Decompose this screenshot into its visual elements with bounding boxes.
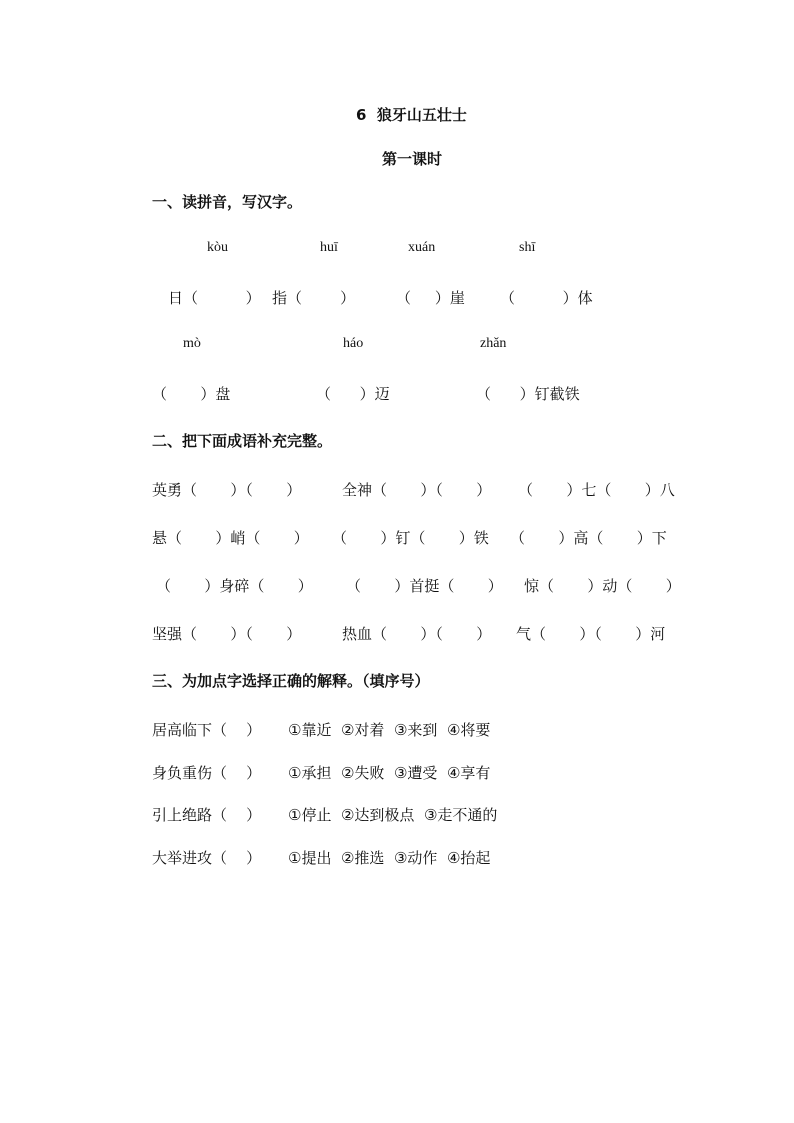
answer-blank: （ ）盘 <box>152 385 231 403</box>
section1-heading: 一、读拼音，写汉字。 <box>152 193 303 211</box>
idiom: 英勇（ ）（ ） <box>152 481 302 499</box>
idiom: 悬（ ）峭（ ） <box>152 529 309 547</box>
pinyin: mò <box>183 336 201 351</box>
idiom: 全神（ ）（ ） <box>342 481 492 499</box>
word-item: 大举进攻（ ） <box>152 849 262 867</box>
idiom: （ ）身碎（ ） <box>156 577 313 595</box>
word-options: ①提出 ②推选 ③动作 ④抬起 <box>288 849 491 867</box>
word-options: ①靠近 ②对着 ③来到 ④将要 <box>288 721 491 739</box>
idiom: 气（ ）（ ）河 <box>516 625 666 643</box>
page-title: 6 狼牙山五壮士 <box>356 106 467 124</box>
pinyin: zhǎn <box>480 336 507 351</box>
idiom: （ ）钉（ ）铁 <box>332 529 489 547</box>
answer-blank: （ ）体 <box>500 289 593 307</box>
pinyin: huī <box>320 240 338 255</box>
idiom: （ ）七（ ）八 <box>518 481 675 499</box>
pinyin: kòu <box>207 240 228 255</box>
idiom: （ ）高（ ）下 <box>510 529 667 547</box>
answer-blank: 日（ ） <box>168 289 261 307</box>
word-options: ①停止 ②达到极点 ③走不通的 <box>288 806 498 824</box>
word-item: 居高临下（ ） <box>152 721 262 739</box>
answer-blank: （ ）迈 <box>316 385 390 403</box>
idiom: （ ）首挺（ ） <box>346 577 503 595</box>
pinyin: xuán <box>408 240 436 255</box>
word-item: 引上绝路（ ） <box>152 806 262 824</box>
section2-heading: 二、把下面成语补充完整。 <box>152 432 333 450</box>
answer-blank: （ ）崖 <box>396 289 465 307</box>
section3-heading: 三、为加点字选择正确的解释。（填序号） <box>152 672 430 690</box>
word-options: ①承担 ②失败 ③遭受 ④享有 <box>288 764 491 782</box>
idiom: 热血（ ）（ ） <box>342 625 492 643</box>
page-subtitle: 第一课时 <box>382 150 443 168</box>
word-item: 身负重伤（ ） <box>152 764 262 782</box>
answer-blank: 指（ ） <box>272 289 356 307</box>
pinyin: háo <box>343 336 364 351</box>
idiom: 惊（ ）动（ ） <box>524 577 681 595</box>
idiom: 坚强（ ）（ ） <box>152 625 302 643</box>
pinyin: shī <box>519 240 536 255</box>
answer-blank: （ ）钉截铁 <box>476 385 580 403</box>
